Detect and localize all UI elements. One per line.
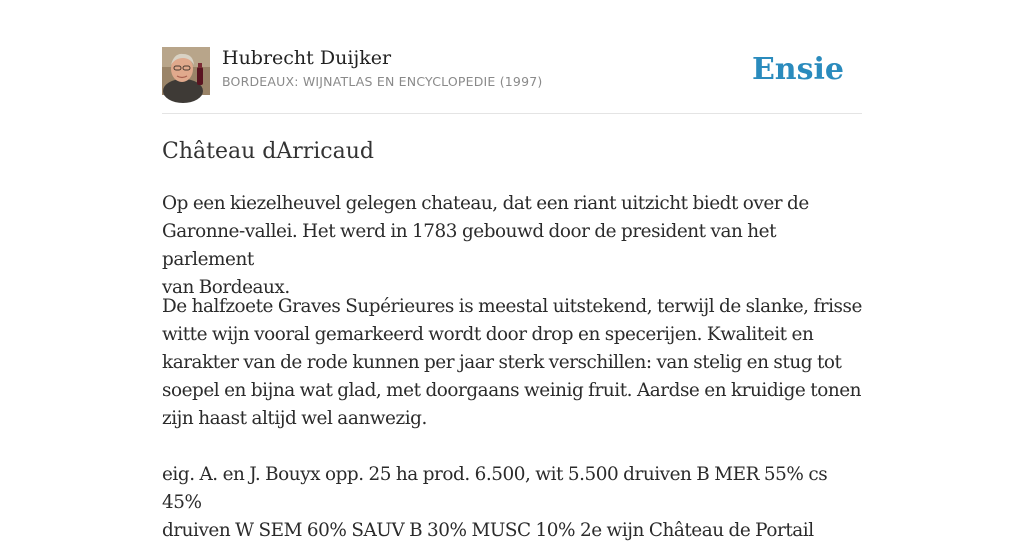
ensie-logo[interactable]: Ensie bbox=[751, 52, 844, 87]
author-name[interactable]: Hubrecht Duijker bbox=[222, 47, 392, 69]
author-photo bbox=[162, 47, 210, 95]
article-paragraph: eig. A. en J. Bouyx opp. 25 ha prod. 6.500, wit 5.500 druiven B MER 55% cs 45% druiven W SEM 60% SAUV B 30% MUSC 10% 2e wijn Château de Portail bbox=[162, 464, 828, 541]
article-container bbox=[162, 45, 862, 541]
article-paragraph: Op een kiezelheuvel gelegen chateau, dat een riant uitzicht biedt over de Garonne-vallei. Het werd in 1783 gebouwd door de president van het parlement van Bordeaux. bbox=[162, 193, 809, 298]
article-paragraph: De halfzoete Graves Supérieures is meestal uitstekend, terwijl de slanke, frisse witte wijn vooral gemarkeerd wordt door drop en specerijen. Kwaliteit en karakter van de rode kunnen per jaar sterk verschillen: van stelig en stug tot soepel en bijna wat glad, met doorgaans weinig fruit. Aardse en kruidige tonen zijn haast altijd wel aanwezig. bbox=[162, 296, 862, 429]
article-title: Château dArricaud bbox=[162, 139, 374, 164]
author-avatar[interactable] bbox=[162, 47, 210, 95]
article-header bbox=[162, 45, 862, 114]
source-title[interactable]: BORDEAUX: WIJNATLAS EN ENCYCLOPEDIE (1997) bbox=[222, 74, 543, 89]
